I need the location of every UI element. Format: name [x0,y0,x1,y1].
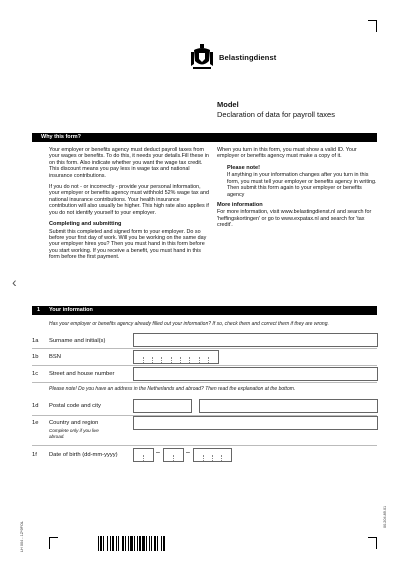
note-heading: Please note! [227,164,260,171]
more-info-paragraph: For more information, visit www.belastingdienst.nl and search for 'heffingskortingen' or go to www.expatax.nl and search for 'tax credit'. [217,209,372,229]
row-label: BSN [49,354,61,360]
section-bar-why [32,133,377,142]
row-label: Surname and initial(s) [49,338,106,344]
row-separator [32,382,377,383]
street-input[interactable] [133,367,378,381]
row-separator [32,348,377,349]
row-code: 1b [32,354,39,360]
coat-of-arms-icon [191,44,213,70]
section-bar-your-information [32,306,377,315]
row-label: Country and region [49,420,99,426]
organization-name: Belastingdienst [219,53,277,62]
birth-year-input[interactable] [193,448,232,462]
date-separator: – [156,449,160,456]
section-number: 1 [37,307,41,313]
birth-month-input[interactable] [163,448,184,462]
row-sublabel: Complete only if you live abroad. [49,428,99,439]
note-block [217,165,377,198]
form-code-right: 00.204.89.01 [383,505,387,528]
crop-mark-bottom-right [368,537,377,549]
row-code: 1c [32,371,39,377]
id-paragraph: When you turn in this form, you must show a valid ID. Your employer or benefits agency must make a copy of it. [217,147,357,160]
address-note: Please note! Do you have an address in the Netherlands and abroad? Then read the explanation at the bottom. [49,386,296,392]
chevron-left-icon[interactable]: ‹ [12,274,17,290]
row-separator [32,365,377,366]
row-code: 1f [32,452,37,458]
why-right-column [217,147,377,234]
why-paragraph-2: If you do not - or incorrectly - provide your personal information, your employer or benefits agency must withhold 52% wage tax and national insurance contributions. Your health insurance contribution will also usually be higher. This high rate also applies if you do not identify yourself to your employer. [49,184,210,216]
date-separator: – [186,449,190,456]
row-label: Postal code and city [49,403,101,409]
prefill-hint: Has your employer or benefits agency already filled out your information? If so, check them and correct them if they are wrong. [49,321,329,327]
barcode [98,536,202,551]
completing-paragraph: Submit this completed and signed form to your employer. Do so before your first day of work. Will you be working on the same day your employer hires you? Then you must hand in this form before you start working. If you receive a benefit, you must hand in this form before the first payment. [49,228,207,261]
crop-mark-bottom-left [49,537,58,549]
note-paragraph: If anything in your information changes after you turn in this form, you must tell your employer or benefits agency in writing. Then submit this form again to your employer or benefits agency [227,172,377,198]
crop-mark-top-right [368,20,377,32]
model-label: Model [217,100,239,109]
form-code-left: LH 004 - 1Z*9FOL [20,520,24,552]
row-code: 1a [32,338,39,344]
section-bar-label: Your information [49,307,93,313]
why-left-column [49,147,209,266]
row-label: Date of birth (dd-mm-yyyy) [49,452,118,458]
birth-day-input[interactable] [133,448,154,462]
document-title: Declaration of data for payroll taxes [217,110,335,119]
section-bar-label: Why this form? [41,134,82,140]
country-input[interactable] [133,416,378,430]
completing-heading: Completing and submitting [49,221,122,228]
why-paragraph-1: Your employer or benefits agency must deduct payroll taxes from your wages or benefits. To do this, it needs your details.Fill these in on this form. Also indicate whether you want the wage tax credit. This discount means you pay less in wage tax and national insurance contributions. [49,147,209,179]
row-label: Street and house number [49,371,115,377]
row-code: 1e [32,420,39,426]
postal-code-input[interactable] [133,399,192,413]
surname-input[interactable] [133,333,378,347]
row-separator [32,445,377,446]
bsn-input[interactable] [133,350,219,364]
more-info-heading: More information [217,201,263,208]
row-code: 1d [32,403,39,409]
city-input[interactable] [199,399,378,413]
